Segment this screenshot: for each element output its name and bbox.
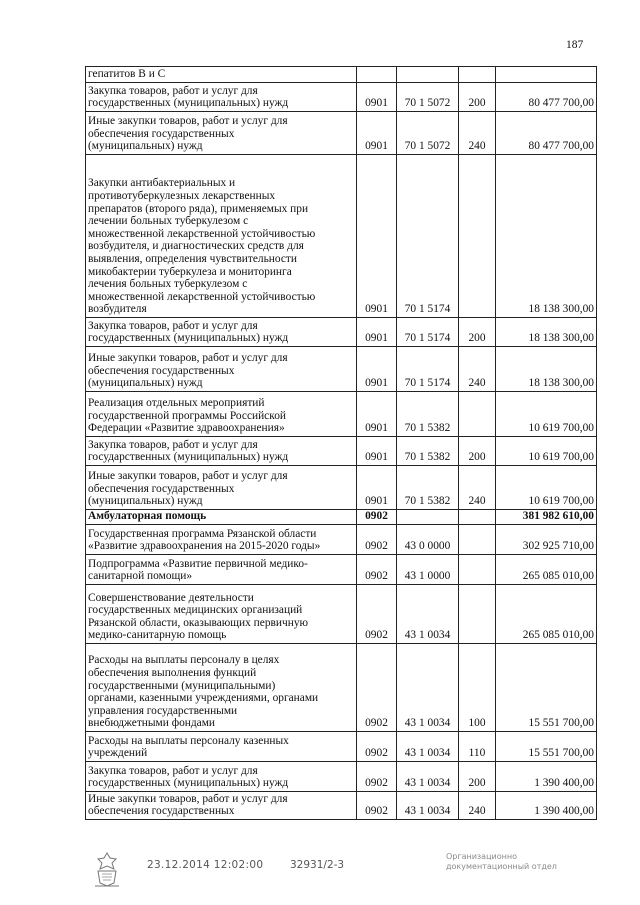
table-row: [86, 510, 597, 525]
table-row: [86, 67, 597, 83]
cell-section-code: [357, 67, 397, 83]
cell-expense-type: [459, 510, 496, 525]
cell-expense-type: 100: [459, 644, 496, 732]
cell-expense-type: 200: [459, 318, 496, 347]
cell-section-code: 0902: [357, 644, 397, 732]
cell-expense-type: 200: [459, 437, 496, 466]
cell-target-article: 70 1 5072: [397, 83, 459, 112]
cell-target-article: 43 1 0034: [397, 585, 459, 644]
table-row: [86, 732, 597, 762]
cell-amount: 381 982 610,00: [496, 510, 597, 525]
cell-amount: 18 138 300,00: [496, 155, 597, 318]
cell-target-article: 70 1 5174: [397, 318, 459, 347]
cell-target-article: 70 1 5382: [397, 437, 459, 466]
cell-expense-type: 240: [459, 347, 496, 392]
cell-expense-type: [459, 392, 496, 437]
cell-item-name: Совершенствование деятельности государственных медицинских организаций Рязанской области, оказывающих первичную медико-санитарную помощь: [86, 585, 357, 644]
cell-expense-type: [459, 525, 496, 555]
table-row: [86, 318, 597, 347]
cell-target-article: 70 1 5174: [397, 347, 459, 392]
cell-item-name: Реализация отдельных мероприятий государственной программы Российской Федерации «Развитие здравоохранения»: [86, 392, 357, 437]
cell-amount: 265 085 010,00: [496, 555, 597, 585]
table-row: [86, 792, 597, 820]
budget-table: [85, 66, 597, 820]
document-code: 32931/2-3: [290, 859, 345, 871]
cell-target-article: 70 1 5382: [397, 466, 459, 510]
cell-target-article: 43 1 0034: [397, 762, 459, 792]
cell-item-name: Закупка товаров, работ и услуг для государственных (муниципальных) нужд: [86, 762, 357, 792]
cell-section-code: 0902: [357, 510, 397, 525]
table-row: [86, 155, 597, 318]
cell-expense-type: [459, 555, 496, 585]
table-row: [86, 525, 597, 555]
document-footer: [0, 846, 640, 891]
cell-item-name: Иные закупки товаров, работ и услуг для обеспечения государственных (муниципальных) нужд: [86, 112, 357, 155]
cell-section-code: 0902: [357, 555, 397, 585]
cell-section-code: 0902: [357, 732, 397, 762]
cell-section-code: 0901: [357, 437, 397, 466]
cell-section-code: 0902: [357, 762, 397, 792]
cell-amount: 15 551 700,00: [496, 644, 597, 732]
cell-target-article: 43 1 0034: [397, 792, 459, 820]
coat-of-arms-icon: [93, 850, 121, 888]
cell-amount: 302 925 710,00: [496, 525, 597, 555]
page-number: 187: [566, 39, 584, 51]
table-row: [86, 437, 597, 466]
cell-amount: 10 619 700,00: [496, 466, 597, 510]
cell-section-code: 0901: [357, 318, 397, 347]
cell-amount: 80 477 700,00: [496, 112, 597, 155]
cell-item-name: Подпрограмма «Развитие первичной медико- санитарной помощи»: [86, 555, 357, 585]
table-row: [86, 762, 597, 792]
department-stamp: Организационно документационный отдел: [446, 852, 557, 871]
cell-section-code: 0901: [357, 83, 397, 112]
cell-amount: 15 551 700,00: [496, 732, 597, 762]
table-row: [86, 585, 597, 644]
cell-amount: 18 138 300,00: [496, 347, 597, 392]
table-row: [86, 466, 597, 510]
cell-item-name: Иные закупки товаров, работ и услуг для обеспечения государственных: [86, 792, 357, 820]
cell-item-name: Закупки антибактериальных и противотуберкулезных лекарственных препаратов (второго ряда), применяемых при лечении больных туберкулезом с множественной лекарственной устойчивостью возбудителя, и диагностических средств для выявления, определения чувствительности микобактерии туберкулеза и мониторинга лечения больных туберкулезом с множественной лекарственной устойчивостью возбудителя: [86, 155, 357, 318]
cell-amount: 1 390 400,00: [496, 792, 597, 820]
cell-expense-type: [459, 585, 496, 644]
cell-item-name: Амбулаторная помощь: [86, 510, 357, 525]
cell-section-code: 0901: [357, 466, 397, 510]
signature-datetime: 23.12.2014 12:02:00: [147, 859, 264, 871]
cell-item-name: Государственная программа Рязанской области «Развитие здравоохранения на 2015-2020 годы»: [86, 525, 357, 555]
cell-expense-type: [459, 155, 496, 318]
cell-item-name: Закупка товаров, работ и услуг для государственных (муниципальных) нужд: [86, 318, 357, 347]
cell-amount: 18 138 300,00: [496, 318, 597, 347]
cell-expense-type: 200: [459, 83, 496, 112]
cell-target-article: 43 1 0034: [397, 644, 459, 732]
cell-target-article: 43 0 0000: [397, 525, 459, 555]
cell-target-article: [397, 510, 459, 525]
cell-item-name: Иные закупки товаров, работ и услуг для обеспечения государственных (муниципальных) нужд: [86, 347, 357, 392]
table-row: [86, 83, 597, 112]
cell-section-code: 0902: [357, 792, 397, 820]
cell-amount: 265 085 010,00: [496, 585, 597, 644]
cell-expense-type: 240: [459, 112, 496, 155]
cell-expense-type: 110: [459, 732, 496, 762]
cell-section-code: 0902: [357, 585, 397, 644]
cell-amount: 80 477 700,00: [496, 83, 597, 112]
cell-amount: 10 619 700,00: [496, 437, 597, 466]
cell-item-name: Закупка товаров, работ и услуг для государственных (муниципальных) нужд: [86, 437, 357, 466]
cell-section-code: 0901: [357, 112, 397, 155]
table-row: [86, 392, 597, 437]
cell-amount: [496, 67, 597, 83]
cell-section-code: 0902: [357, 525, 397, 555]
cell-target-article: 70 1 5072: [397, 112, 459, 155]
cell-item-name: Иные закупки товаров, работ и услуг для обеспечения государственных (муниципальных) нужд: [86, 466, 357, 510]
cell-section-code: 0901: [357, 392, 397, 437]
cell-item-name: Расходы на выплаты персоналу в целях обеспечения выполнения функций государственными (муниципальными) органами, казенными учреждениями, органами управления государственными внебюджетными фондами: [86, 644, 357, 732]
cell-target-article: 43 1 0000: [397, 555, 459, 585]
table-row: [86, 644, 597, 732]
cell-section-code: 0901: [357, 155, 397, 318]
cell-section-code: 0901: [357, 347, 397, 392]
table-row: [86, 555, 597, 585]
cell-item-name: Закупка товаров, работ и услуг для государственных (муниципальных) нужд: [86, 83, 357, 112]
cell-expense-type: 240: [459, 792, 496, 820]
cell-target-article: 43 1 0034: [397, 732, 459, 762]
cell-amount: 10 619 700,00: [496, 392, 597, 437]
cell-expense-type: 200: [459, 762, 496, 792]
cell-amount: 1 390 400,00: [496, 762, 597, 792]
cell-expense-type: [459, 67, 496, 83]
budget-table-body: [86, 67, 597, 820]
table-row: [86, 347, 597, 392]
cell-target-article: [397, 67, 459, 83]
cell-target-article: 70 1 5382: [397, 392, 459, 437]
cell-item-name: гепатитов В и С: [86, 67, 357, 83]
table-row: [86, 112, 597, 155]
cell-expense-type: 240: [459, 466, 496, 510]
cell-target-article: 70 1 5174: [397, 155, 459, 318]
cell-item-name: Расходы на выплаты персоналу казенных учреждений: [86, 732, 357, 762]
